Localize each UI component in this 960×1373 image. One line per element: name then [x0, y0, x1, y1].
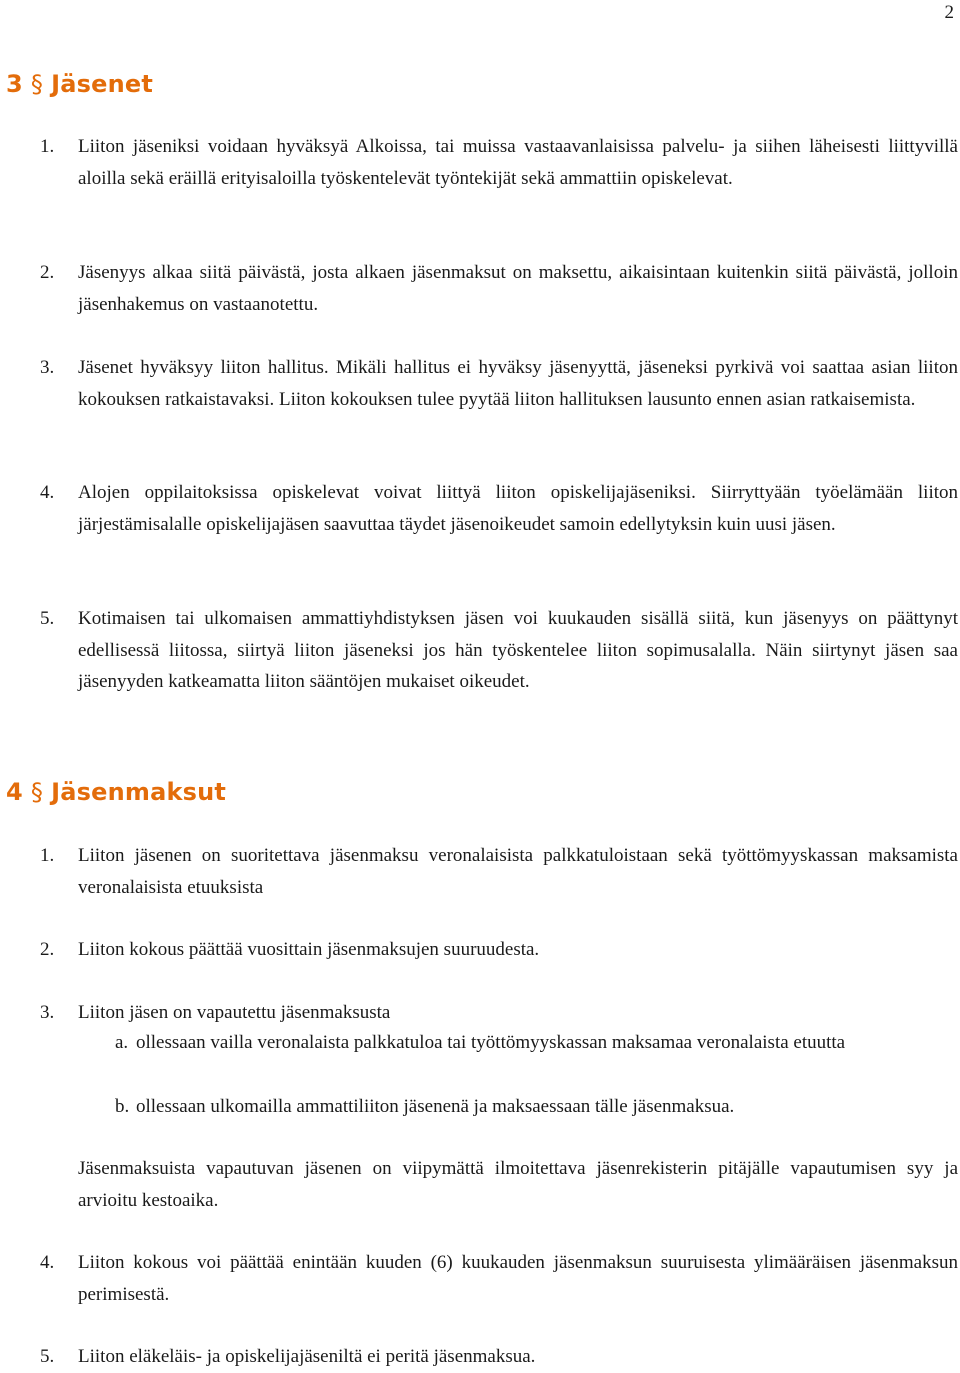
item-text: Liiton kokous voi päättää enintään kuuden (6) kuukauden jäsenmaksun suuruisesta ylimääräisen jäsenmaksun perimisestä. [78, 1252, 958, 1305]
item-text: Alojen oppilaitoksissa opiskelevat voivat liittyä liiton opiskelijajäseniksi. Siirryttyään työelämään liiton järjestämisalalle opiskelijajäsen saavuttaa täydet jäsenoikeudet samoin edellytyksin kuin uusi jäsen. [78, 482, 958, 535]
note-paragraph: Jäsenmaksuista vapautuvan jäsenen on viipymättä ilmoitettava jäsenrekisterin pitäjälle vapautumisen syy ja arvioitu kestoaika. [78, 1158, 958, 1211]
item-number: 1. [40, 136, 55, 157]
section-number: 4 [6, 778, 23, 806]
list-item [40, 603, 958, 698]
sub-item-text: ollessaan vailla veronalaista palkkatuloa tai työttömyyskassan maksamaa veronalaista etuutta [136, 1032, 846, 1053]
section-sign: § [30, 778, 44, 806]
item-number: 3. [40, 1002, 55, 1023]
item-text: Jäsenyys alkaa siitä päivästä, josta alkaen jäsenmaksut on maksettu, aikaisintaan kuitenkin siitä päivästä, jolloin jäsenhakemus on vastaanotettu. [78, 262, 958, 315]
list-item [40, 840, 958, 903]
item-number: 2. [40, 262, 55, 283]
item-number: 3. [40, 357, 55, 378]
item-number: 2. [40, 939, 55, 960]
list-item [40, 997, 958, 1029]
item-text: Kotimaisen tai ulkomaisen ammattiyhdistyksen jäsen voi kuukauden sisällä siitä, kun jäsenyys on päättynyt edellisessä liitossa, siirtyä liiton jäseneksi jos hän työskentelee liiton sopimusalalla. Näin siirtynyt jäsen saa jäsenyyden katkeamatta liiton sääntöjen mukaiset oikeudet. [78, 608, 958, 693]
item-number: 4. [40, 482, 55, 503]
section-heading-3 [6, 69, 153, 99]
item-text: Jäsenet hyväksyy liiton hallitus. Mikäli hallitus ei hyväksy jäsenyyttä, jäseneksi pyrkivä voi saattaa asian liiton kokouksen ratkaistavaksi. Liiton kokouksen tulee pyytää liiton hallituksen lausunto ennen asian ratkaisemista. [78, 357, 958, 410]
section-heading-4 [6, 777, 226, 807]
item-number: 5. [40, 608, 55, 629]
item-text: Liiton jäsenen on suoritettava jäsenmaksu veronalaisista palkkatuloistaan sekä työttömyyskassan maksamista veronalaisista etuuksista [78, 845, 958, 898]
sub-item-letter: a. [115, 1032, 129, 1053]
sub-list-item [115, 1027, 958, 1059]
list-item [40, 934, 958, 966]
list-item [40, 257, 958, 320]
list-item [40, 131, 958, 194]
list-item [40, 1247, 958, 1310]
item-text: Liiton kokous päättää vuosittain jäsenmaksujen suuruudesta. [78, 939, 540, 960]
item-number: 1. [40, 845, 55, 866]
item-text: Liiton jäseniksi voidaan hyväksyä Alkoissa, tai muissa vastaavanlaisissa palvelu- ja siihen läheisesti liittyvillä aloilla sekä eräillä erityisaloilla työskentelevät työntekijät sekä ammattiin opiskelevat. [78, 136, 958, 189]
sub-list-item [115, 1091, 958, 1123]
item-text: Liiton jäsen on vapautettu jäsenmaksusta [78, 1002, 391, 1023]
section-title: Jäsenmaksut [51, 778, 227, 806]
section-sign: § [30, 70, 44, 98]
item-text: Liiton eläkeläis- ja opiskelijajäseniltä ei peritä jäsenmaksua. [78, 1346, 536, 1367]
sub-item-letter: b. [115, 1096, 130, 1117]
list-item [40, 352, 958, 415]
page-number: 2 [944, 2, 954, 23]
list-item [40, 1341, 958, 1373]
section-title: Jäsenet [51, 70, 154, 98]
sub-item-text: ollessaan ulkomailla ammattiliiton jäsenenä ja maksaessaan tälle jäsenmaksua. [136, 1096, 735, 1117]
section-number: 3 [6, 70, 23, 98]
item-number: 5. [40, 1346, 55, 1367]
item-number: 4. [40, 1252, 55, 1273]
list-item [40, 477, 958, 540]
